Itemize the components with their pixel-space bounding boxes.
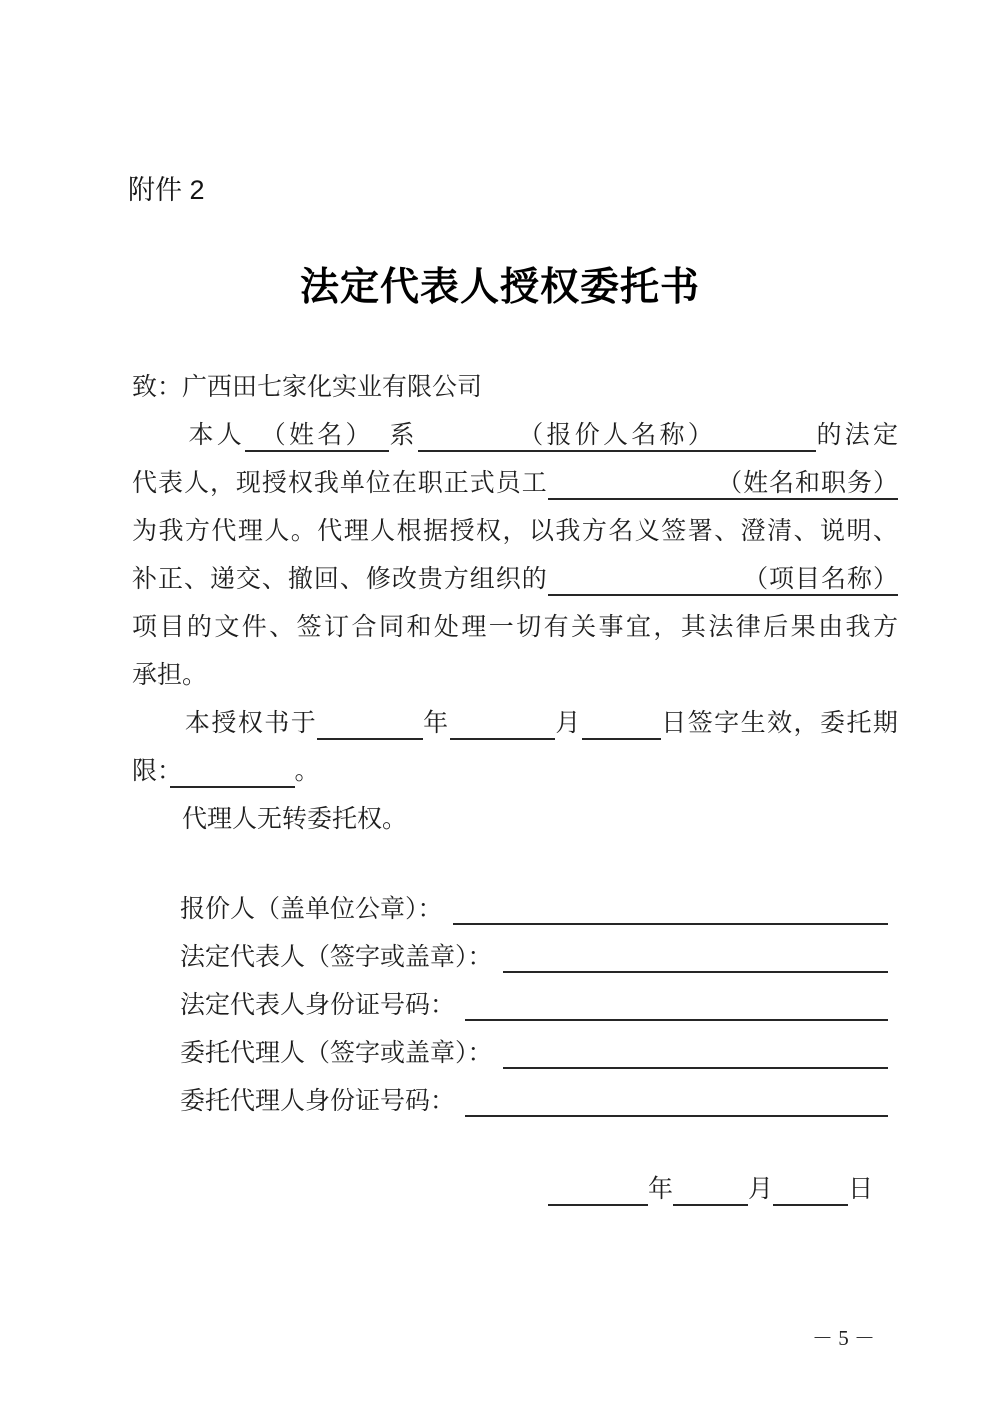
document-body xyxy=(132,364,898,844)
blank-underline xyxy=(582,710,661,740)
text-segment: 系 xyxy=(389,422,418,449)
body-line xyxy=(132,556,898,604)
signature-underline xyxy=(503,1030,888,1069)
signature-label: 委托代理人身份证号码： xyxy=(180,1088,456,1115)
body-line xyxy=(132,748,898,796)
text-segment: 代表人，现授权我单位在职正式员工 xyxy=(132,470,548,497)
signature-block xyxy=(180,886,888,1126)
text-segment: 。 xyxy=(294,758,320,785)
text-segment: 为我方代理人。代理人根据授权，以我方名义签署、澄清、说明、 xyxy=(132,518,898,545)
text-segment: 限： xyxy=(132,758,170,785)
body-line xyxy=(132,412,898,460)
signature-label: 报价人（盖单位公章）： xyxy=(180,896,443,923)
text-segment: 本授权书于 xyxy=(132,710,318,737)
date-line xyxy=(548,1166,873,1214)
signature-label: 法定代表人身份证号码： xyxy=(180,992,456,1019)
signature-underline xyxy=(503,934,888,973)
text-segment: 项目的文件、签订合同和处理一切有关事宜，其法律后果由我方 xyxy=(132,614,898,641)
document-title: 法定代表人授权委托书 xyxy=(299,266,700,309)
blank-underline xyxy=(170,758,295,788)
text-segment: 年 xyxy=(648,1176,674,1203)
body-line xyxy=(132,700,898,748)
body-line xyxy=(132,508,898,556)
page-number: － 5 － xyxy=(812,1326,875,1350)
text-segment: 本人 xyxy=(132,422,245,449)
signature-underline xyxy=(465,982,888,1021)
blank-underline: （姓名和职务） xyxy=(548,470,898,500)
text-segment: 代理人无转委托权。 xyxy=(132,806,408,833)
body-line xyxy=(132,460,898,508)
blank-underline xyxy=(673,1176,748,1206)
blank-underline xyxy=(450,710,556,740)
blank-underline: （姓名） xyxy=(245,422,389,452)
signature-label: 委托代理人（签字或盖章）： xyxy=(180,1040,493,1067)
body-line xyxy=(132,364,898,412)
text-segment: 月 xyxy=(555,710,582,737)
signature-row xyxy=(180,1078,888,1126)
text-segment: 补正、递交、撤回、修改贵方组织的 xyxy=(132,566,548,593)
signature-row xyxy=(180,886,888,934)
signature-row xyxy=(180,1030,888,1078)
blank-underline: （报价人名称） xyxy=(418,422,817,452)
body-line xyxy=(132,652,898,700)
body-line xyxy=(132,796,898,844)
signature-underline xyxy=(465,1078,888,1117)
text-segment: 年 xyxy=(423,710,450,737)
text-segment: 致：广西田七家化实业有限公司 xyxy=(132,374,483,401)
attachment-label: 附件 2 xyxy=(128,175,205,205)
blank-underline xyxy=(548,1176,648,1206)
text-segment: 日签字生效，委托期 xyxy=(661,710,898,737)
signature-row xyxy=(180,982,888,1030)
text-segment: 日 xyxy=(848,1176,874,1203)
text-segment: 月 xyxy=(748,1176,774,1203)
body-line xyxy=(132,604,898,652)
blank-underline xyxy=(773,1176,848,1206)
text-segment: 的法定 xyxy=(816,422,898,449)
blank-underline: （项目名称） xyxy=(548,566,898,596)
signature-label: 法定代表人（签字或盖章）： xyxy=(180,944,493,971)
signature-row xyxy=(180,934,888,982)
blank-underline xyxy=(317,710,423,740)
signature-underline xyxy=(453,886,888,925)
text-segment: 承担。 xyxy=(132,662,208,689)
